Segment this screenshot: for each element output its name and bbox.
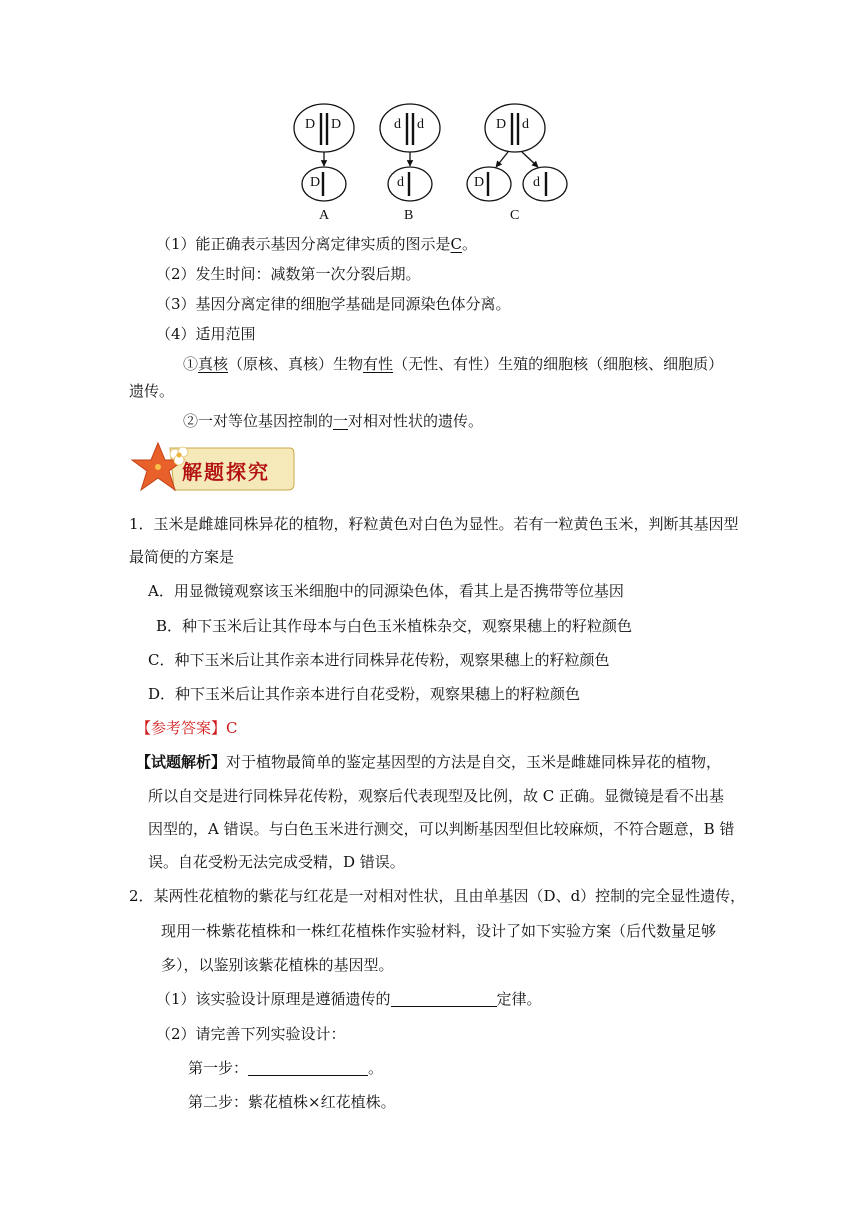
q2-sub2: （2）请完善下列实验设计： bbox=[156, 1025, 346, 1043]
cell-b-parent bbox=[380, 104, 440, 152]
cell-a-parent bbox=[294, 104, 354, 152]
q2-stem: 2．某两性花植物的紫花与红花是一对相对性状，且由单基因（D、d）控制的完全显性遗传， bbox=[129, 887, 746, 905]
diagram-caption-c: C bbox=[510, 208, 520, 223]
q1-analysis: 【试题解析】对于植物最简单的鉴定基因型的方法是自交，玉米是雌雄同株异花的植物， bbox=[136, 753, 722, 771]
q1-answer: 【参考答案】C bbox=[136, 719, 238, 737]
q1-option-d: D．种下玉米后让其作亲本进行自花受粉，观察果穗上的籽粒颜色 bbox=[148, 685, 581, 703]
essence-q4: （4）适用范围 bbox=[156, 325, 256, 343]
essence-q3: （3）基因分离定律的细胞学基础是同源染色体分离。 bbox=[156, 295, 511, 313]
banner-title: 解题探究 bbox=[182, 460, 270, 484]
gene-segregation-diagram bbox=[0, 0, 860, 230]
q1-analysis-line: 所以自交是进行同株异花传粉，观察后代表现型及比例，故 C 正确。显微镜是看不出基 bbox=[148, 787, 725, 805]
q1-option-a: A．用显微镜观察该玉米细胞中的同源染色体，看其上是否携带等位基因 bbox=[148, 582, 624, 600]
diagram-caption-a: A bbox=[319, 208, 330, 223]
scope-item-1: ①真核（原核、真核）生物有性（无性、有性）生殖的细胞核（细胞核、细胞质） bbox=[183, 355, 724, 373]
q1-stem-cont: 最简便的方案是 bbox=[129, 548, 235, 566]
allele-label: d bbox=[397, 175, 404, 190]
q2-stem-cont: 多），以鉴别该紫花植株的基因型。 bbox=[161, 956, 394, 974]
essence-q1: （1）能正确表示基因分离定律实质的图示是C。 bbox=[156, 235, 478, 253]
scope-item-1-cont: 遗传。 bbox=[129, 382, 175, 400]
diagram-caption-b: B bbox=[404, 208, 414, 223]
cell-c-parent bbox=[485, 104, 545, 152]
allele-label: d bbox=[417, 117, 424, 132]
q2-step1: 第一步： 。 bbox=[188, 1059, 384, 1077]
q2-sub1: （1）该实验设计原理是遵循遗传的 定律。 bbox=[156, 990, 542, 1008]
answer-blank[interactable] bbox=[248, 1059, 368, 1076]
q2-stem-cont: 现用一株紫花植株和一株红花植株作实验材料，设计了如下实验方案（后代数量足够 bbox=[161, 922, 717, 940]
allele-label: D bbox=[474, 175, 485, 190]
q1-stem: 1．玉米是雌雄同株异花的植物，籽粒黄色对白色为显性。若有一粒黄色玉米，判断其基因型 bbox=[129, 515, 739, 533]
q1-option-c: C．种下玉米后让其作亲本进行同株异花传粉，观察果穗上的籽粒颜色 bbox=[148, 651, 610, 669]
scope-item-2: ②一对等位基因控制的一对相对性状的遗传。 bbox=[183, 412, 484, 430]
allele-label: d bbox=[522, 117, 529, 132]
q1-analysis-line: 误。自花受粉无法完成受精，D 错误。 bbox=[148, 853, 405, 871]
allele-label: D bbox=[310, 175, 321, 190]
allele-label: D bbox=[496, 117, 507, 132]
allele-label: D bbox=[331, 117, 342, 132]
answer-blank[interactable] bbox=[391, 990, 497, 1007]
q1-analysis-line: 因型的，A 错误。与白色玉米进行测交，可以判断基因型但比较麻烦，不符合题意，B 错 bbox=[148, 820, 735, 838]
q1-option-b: B．种下玉米后让其作母本与白色玉米植株杂交，观察果穗上的籽粒颜色 bbox=[156, 617, 633, 635]
allele-label: d bbox=[394, 117, 401, 132]
essence-q2: （2）发生时间：减数第一次分裂后期。 bbox=[156, 265, 421, 283]
allele-label: d bbox=[533, 175, 540, 190]
q2-step2: 第二步：紫花植株×红花植株。 bbox=[188, 1093, 396, 1111]
answer-c: C bbox=[450, 235, 463, 253]
allele-label: D bbox=[305, 117, 316, 132]
